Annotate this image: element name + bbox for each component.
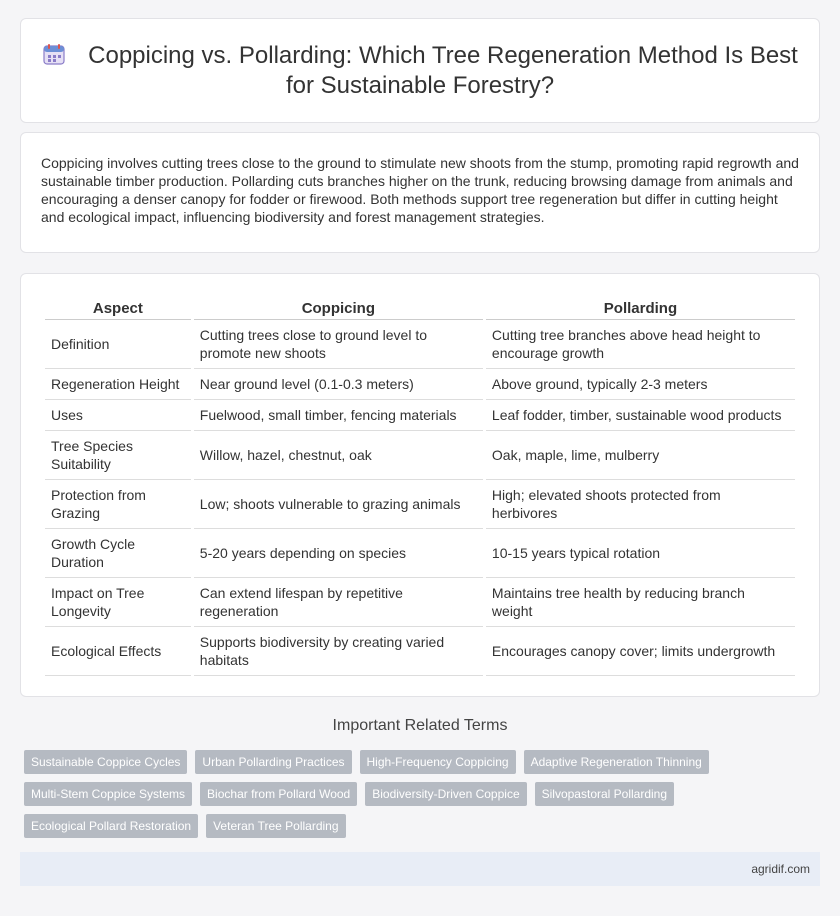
header-coppicing: Coppicing: [194, 294, 483, 320]
cell-pollarding: Leaf fodder, timber, sustainable wood products: [486, 400, 795, 431]
table-row: [45, 431, 795, 480]
table-row: [45, 627, 795, 676]
intro-card: [20, 132, 820, 253]
cell-pollarding: Cutting tree branches above head height to encourage growth: [486, 320, 795, 369]
cell-coppicing: Fuelwood, small timber, fencing materials: [194, 400, 483, 431]
header-aspect: Aspect: [45, 294, 191, 320]
cell-coppicing: 5-20 years depending on species: [194, 529, 483, 578]
cell-aspect: Growth Cycle Duration: [45, 529, 191, 578]
table-header-row: [45, 294, 795, 320]
page-title-text: Coppicing vs. Pollarding: Which Tree Regeneration Method Is Best for Sustainable Forestry?: [88, 42, 798, 99]
related-tag[interactable]: Veteran Tree Pollarding: [206, 814, 345, 838]
cell-pollarding: Oak, maple, lime, mulberry: [486, 431, 795, 480]
table-row: [45, 369, 795, 400]
cell-coppicing: Willow, hazel, chestnut, oak: [194, 431, 483, 480]
related-tag[interactable]: Ecological Pollard Restoration: [24, 814, 198, 838]
cell-aspect: Definition: [45, 320, 191, 369]
cell-aspect: Impact on Tree Longevity: [45, 578, 191, 627]
cell-coppicing: Low; shoots vulnerable to grazing animals: [194, 480, 483, 529]
intro-paragraph: Coppicing involves cutting trees close to the ground to stimulate new shoots from the stump, promoting rapid regrowth and sustainable timber production. Pollarding cuts branches higher on the trunk, reducing browsing damage from animals and encouraging a denser canopy for fodder or firewood. Both methods support tree regeneration but differ in cutting height and ecological impact, influencing biodiversity and forest management strategies.: [41, 155, 799, 225]
related-tag[interactable]: Multi-Stem Coppice Systems: [24, 782, 192, 806]
cell-coppicing: Cutting trees close to ground level to promote new shoots: [194, 320, 483, 369]
page-title: [41, 41, 799, 101]
related-tag[interactable]: Biodiversity-Driven Coppice: [365, 782, 526, 806]
header-pollarding: Pollarding: [486, 294, 795, 320]
cell-aspect: Regeneration Height: [45, 369, 191, 400]
cell-aspect: Uses: [45, 400, 191, 431]
table-row: [45, 320, 795, 369]
cell-pollarding: Encourages canopy cover; limits undergrowth: [486, 627, 795, 676]
related-tag[interactable]: Adaptive Regeneration Thinning: [524, 750, 709, 774]
cell-aspect: Protection from Grazing: [45, 480, 191, 529]
cell-pollarding: Above ground, typically 2-3 meters: [486, 369, 795, 400]
table-row: [45, 529, 795, 578]
calendar-icon: [42, 42, 66, 66]
comparison-table: [42, 294, 798, 676]
cell-pollarding: Maintains tree health by reducing branch weight: [486, 578, 795, 627]
related-tag[interactable]: Sustainable Coppice Cycles: [24, 750, 187, 774]
table-row: [45, 578, 795, 627]
related-tag[interactable]: Urban Pollarding Practices: [195, 750, 351, 774]
cell-coppicing: Supports biodiversity by creating varied habitats: [194, 627, 483, 676]
title-wrap: [41, 41, 799, 101]
cell-aspect: Tree Species Suitability: [45, 431, 191, 480]
cell-coppicing: Can extend lifespan by repetitive regeneration: [194, 578, 483, 627]
cell-coppicing: Near ground level (0.1-0.3 meters): [194, 369, 483, 400]
table-row: [45, 480, 795, 529]
related-terms-list: [24, 750, 804, 838]
footer: [20, 852, 820, 886]
footer-site-link[interactable]: agridif.com: [751, 862, 810, 876]
related-tag[interactable]: Biochar from Pollard Wood: [200, 782, 357, 806]
header-card: [20, 18, 820, 123]
cell-pollarding: High; elevated shoots protected from herbivores: [486, 480, 795, 529]
related-tag[interactable]: High-Frequency Coppicing: [360, 750, 516, 774]
cell-aspect: Ecological Effects: [45, 627, 191, 676]
related-tag[interactable]: Silvopastoral Pollarding: [535, 782, 674, 806]
related-terms-title: Important Related Terms: [332, 717, 508, 734]
comparison-card: [20, 273, 820, 697]
cell-pollarding: 10-15 years typical rotation: [486, 529, 795, 578]
table-row: [45, 400, 795, 431]
